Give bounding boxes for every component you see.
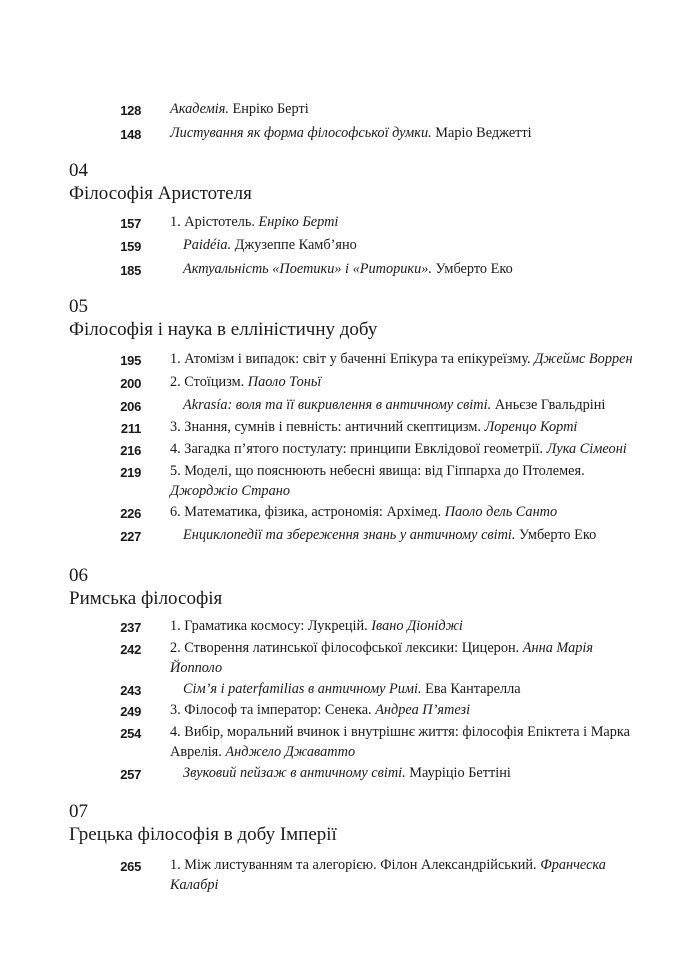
entry-title — [170, 440, 640, 460]
section-title: Римська філософія — [69, 588, 223, 609]
italic-text: Івано Діоніджі — [371, 618, 463, 634]
entry-title — [170, 617, 640, 637]
regular-text: Ева Кантарелла — [421, 681, 521, 697]
italic-text: Паоло Тоньї — [247, 374, 322, 390]
entry-title — [183, 236, 640, 256]
italic-text: Академія. — [170, 101, 229, 117]
page-number: 254 — [120, 726, 141, 741]
page-number: 195 — [120, 353, 141, 368]
regular-text: 2. Стоїцизм. — [170, 374, 248, 390]
italic-text: Актуальність «Поетики» і «Риторики». — [183, 261, 432, 277]
regular-text: 1. Атомізм і випадок: світ у баченні Епікура та епікуреїзму. — [170, 351, 535, 367]
italic-text: Paidéia. — [183, 237, 232, 253]
italic-text: Енріко Берті — [258, 214, 339, 230]
entry-title — [183, 396, 640, 416]
page-number: 157 — [120, 216, 141, 231]
entry-title — [170, 124, 640, 144]
entry-title — [170, 701, 640, 721]
entry-title — [183, 764, 640, 784]
page-number: 200 — [120, 376, 141, 391]
page-number: 185 — [120, 263, 141, 278]
section-title: Філософія Аристотеля — [69, 183, 252, 204]
entry-title — [183, 260, 640, 280]
italic-text: Франческа Калабрі — [170, 857, 606, 893]
italic-text: Лоренцо Корті — [484, 419, 578, 435]
regular-text: 2. Створення латинської філософської лексики: Цицерон. — [170, 640, 523, 656]
italic-text: Андреа П’ятезі — [375, 702, 471, 718]
regular-text: Джузеппе Камб’яно — [231, 237, 357, 253]
page-number: 159 — [120, 239, 141, 254]
page-number: 227 — [120, 529, 141, 544]
italic-text: Akrasía: воля та її викривлення в античному світі. — [183, 397, 492, 413]
entry-title — [170, 723, 640, 762]
italic-text: Джорджіо Страно — [170, 482, 290, 499]
regular-text: Енріко Берті — [228, 101, 309, 117]
section-title: Філософія і наука в елліністичну добу — [69, 319, 378, 340]
regular-text: 1. Граматика космосу: Лукрецій. — [170, 618, 372, 634]
regular-text: Аньєзе Гвальдріні — [491, 397, 606, 413]
italic-text: Лука Сімеоні — [546, 441, 627, 457]
page-number: 148 — [120, 127, 141, 142]
page-number: 216 — [120, 443, 141, 458]
entry-title — [170, 373, 640, 393]
entry-title — [183, 526, 640, 546]
entry-title — [170, 462, 640, 501]
entry-title — [170, 418, 640, 438]
section-number: 04 — [69, 160, 88, 181]
italic-text: Сім’я і paterfamilias в античному Римі. — [183, 681, 422, 697]
regular-text: 6. Математика, фізика, астрономія: Архімед. — [170, 504, 445, 520]
regular-text: 5. Моделі, що пояснюють небесні явища: від Гіппарха до Птолемея. — [170, 463, 585, 479]
italic-text: Звуковий пейзаж в античному світі. — [183, 765, 406, 781]
page-number: 128 — [120, 103, 141, 118]
regular-text: 4. Вибір, моральний вчинок і внутрішнє життя: філософія Епіктета і Марка Аврелія. — [170, 724, 630, 760]
regular-text: 1. Арістотель. — [170, 214, 259, 230]
section-number: 07 — [69, 801, 88, 822]
section-title: Грецька філософія в добу Імперії — [69, 824, 337, 845]
regular-text: Мауріціо Беттіні — [405, 765, 511, 781]
section-number: 05 — [69, 296, 88, 317]
entry-title — [170, 350, 640, 370]
page-number: 242 — [120, 642, 141, 657]
section-number: 06 — [69, 565, 88, 586]
regular-text: 1. Між листуванням та алегорією. Філон Александрійський. — [170, 857, 541, 873]
entry-title — [170, 639, 640, 678]
regular-text: 3. Знання, сумнів і певність: античний скептицизм. — [170, 419, 485, 435]
italic-text: Джеймс Воррен — [534, 351, 633, 367]
page-number: 206 — [120, 399, 141, 414]
page-number: 243 — [120, 683, 141, 698]
regular-text: Умберто Еко — [515, 527, 597, 543]
entry-title — [170, 503, 640, 523]
entry-title — [170, 100, 640, 120]
page-number: 249 — [120, 704, 141, 719]
regular-text: 3. Філософ та імператор: Сенека. — [170, 702, 376, 718]
page-number: 211 — [120, 421, 141, 436]
italic-text: Анна Марія Йопполо — [170, 640, 594, 676]
regular-text: Маріо Веджетті — [431, 125, 532, 141]
entry-title — [183, 680, 640, 700]
italic-text: Анджело Джаватто — [225, 743, 356, 760]
page-number: 219 — [120, 465, 141, 480]
italic-text: Листування як форма філософської думки. — [170, 125, 432, 141]
entry-title — [170, 213, 640, 233]
regular-text: Умберто Еко — [431, 261, 513, 277]
page-number: 237 — [120, 620, 141, 635]
entry-title — [170, 856, 640, 895]
page-number: 226 — [120, 506, 141, 521]
regular-text: 4. Загадка п’ятого постулату: принципи Евклідової геометрії. — [170, 441, 547, 457]
italic-text: Енциклопедії та збереження знань у античному світі. — [183, 527, 516, 543]
page-number: 257 — [120, 767, 141, 782]
page-number: 265 — [120, 859, 141, 874]
italic-text: Паоло дель Санто — [444, 504, 558, 520]
